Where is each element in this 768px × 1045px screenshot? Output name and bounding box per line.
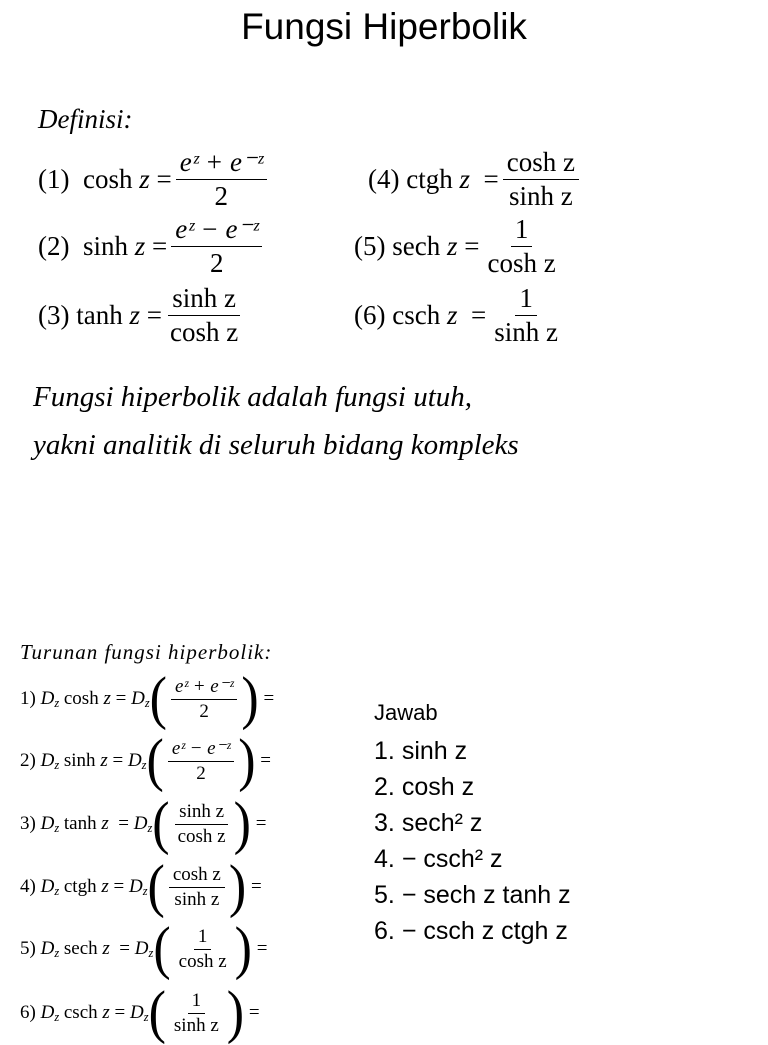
- derivative-label: 2): [20, 750, 36, 771]
- fraction-denominator: sinh z: [174, 888, 220, 910]
- statement-line-2: yakni analitik di seluruh bidang kompleks: [33, 429, 519, 461]
- fraction-denominator: 2: [199, 701, 209, 722]
- answer-item: 1. sinh z: [374, 736, 468, 765]
- derivative-function: cosh: [63, 688, 99, 709]
- fraction-numerator: eᶻ − e⁻ᶻ: [171, 214, 262, 247]
- fraction-numerator: eᶻ − e⁻ᶻ: [168, 737, 234, 762]
- derivative-function: sinh: [63, 750, 96, 771]
- fraction-denominator: cosh z: [178, 950, 227, 972]
- fraction-numerator: 1: [194, 926, 212, 950]
- fraction-numerator: sinh z: [175, 801, 228, 825]
- definition-function: cosh: [82, 163, 133, 194]
- fraction-numerator: 1: [515, 283, 537, 316]
- definition-1: (1) cosh z = $\frac{\text{eᶻ + e⁻ᶻ}}{2}$: [38, 140, 271, 218]
- definition-function: sinh: [82, 230, 128, 261]
- derivative-label: 4): [20, 876, 36, 897]
- fraction-denominator: sinh z: [494, 316, 558, 347]
- derivative-4: 4) $D_z$ ctgh z = $D_z$ ( $\frac{\text{cosh z}}{\text{sinh z}}$ ) =: [20, 853, 262, 920]
- page-title: Fungsi Hiperbolik: [241, 6, 527, 47]
- definition-function: sech: [392, 230, 441, 261]
- fraction-denominator: cosh z: [487, 247, 556, 278]
- definition-label: (1): [38, 163, 70, 194]
- fraction-denominator: 2: [214, 180, 228, 211]
- fraction-denominator: sinh z: [173, 1014, 219, 1036]
- answer-item: 3. sech² z: [374, 808, 483, 837]
- definition-2: (2) sinh z = $\frac{\text{eᶻ − e⁻ᶻ}}{2}$: [38, 207, 266, 285]
- definition-3: (3) tanh z = $\frac{\text{sinh z}}{\text{cosh z}}$: [38, 276, 246, 354]
- fraction-denominator: sinh z: [508, 180, 573, 211]
- derivative-function: tanh: [63, 813, 97, 834]
- fraction-numerator: cosh z: [503, 147, 579, 180]
- definition-4: (4) ctgh z = $\frac{\text{cosh z}}{\text{sinh z}}$: [368, 140, 583, 218]
- derivative-2: 2) $D_z$ sinh z = $D_z$ ( $\frac{\text{eᶻ − e⁻ᶻ}}{2}$ ) =: [20, 727, 272, 794]
- fraction-numerator: 1: [511, 214, 533, 247]
- answer-item: 6. − csch z ctgh z: [374, 916, 568, 945]
- derivative-label: 6): [20, 1002, 36, 1023]
- derivative-5: 5) $D_z$ sech z = $D_z$ ( $\frac{1}{\text{cosh z}}$ ) =: [20, 915, 268, 982]
- definition-label: (2): [38, 230, 70, 261]
- answer-item: 4. − csch² z: [374, 844, 503, 873]
- definition-function: tanh: [76, 299, 123, 330]
- derivative-1: 1) $D_z$ cosh z = $D_z$ ( $\frac{\text{eᶻ + e⁻ᶻ}}{2}$ ) =: [20, 665, 275, 732]
- derivative-function: sech: [63, 938, 98, 959]
- fraction-numerator: eᶻ + e⁻ᶻ: [171, 675, 237, 700]
- definition-function: csch: [392, 299, 441, 330]
- definition-6: (6) csch z = $\frac{1}{\text{sinh z}}$: [354, 276, 566, 354]
- definition-label: (3): [38, 299, 70, 330]
- derivative-6: 6) $D_z$ csch z = $D_z$ ( $\frac{1}{\text{sinh z}}$ ) =: [20, 979, 260, 1045]
- fraction-denominator: 2: [196, 763, 206, 784]
- derivative-function: ctgh: [63, 876, 97, 897]
- definition-heading: Definisi:: [38, 104, 133, 134]
- derivative-label: 3): [20, 813, 36, 834]
- derivatives-heading: Turunan fungsi hiperbolik:: [20, 640, 273, 664]
- statement-line-1: Fungsi hiperbolik adalah fungsi utuh,: [33, 381, 473, 413]
- fraction-numerator: eᶻ + e⁻ᶻ: [176, 147, 267, 180]
- definition-label: (6): [354, 299, 386, 330]
- answer-heading: Jawab: [374, 700, 438, 725]
- definition-5: (5) sech z = $\frac{1}{\text{cosh z}}$: [354, 207, 564, 285]
- answer-item: 2. cosh z: [374, 772, 475, 801]
- definition-label: (5): [354, 230, 386, 261]
- derivative-label: 1): [20, 688, 36, 709]
- derivative-3: 3) $D_z$ tanh z = $D_z$ ( $\frac{\text{sinh z}}{\text{cosh z}}$ ) =: [20, 790, 267, 857]
- derivative-function: csch: [63, 1002, 98, 1023]
- fraction-numerator: 1: [188, 990, 206, 1014]
- definition-label: (4): [368, 163, 400, 194]
- derivative-label: 5): [20, 938, 36, 959]
- fraction-denominator: 2: [210, 247, 224, 278]
- fraction-denominator: cosh z: [169, 316, 239, 347]
- fraction-denominator: cosh z: [177, 825, 226, 847]
- answer-list: [374, 733, 571, 949]
- answer-item: 5. − sech z tanh z: [374, 880, 571, 909]
- fraction-numerator: sinh z: [168, 283, 240, 316]
- definition-function: ctgh: [406, 163, 453, 194]
- fraction-numerator: cosh z: [169, 864, 225, 888]
